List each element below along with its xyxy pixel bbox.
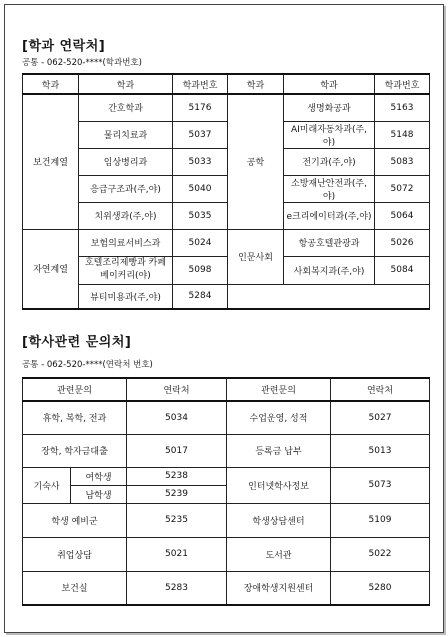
group-humanities: 인문사회	[228, 229, 284, 284]
header-cell: 관련문의	[23, 378, 127, 401]
contact-number: 5022	[331, 537, 430, 571]
table-row	[23, 94, 430, 121]
dept-name: 간호학과	[79, 94, 173, 121]
header-cell: 연락처	[331, 378, 430, 401]
table-row	[23, 503, 430, 537]
contact-number: 5013	[331, 434, 430, 467]
dept-number: 5176	[173, 94, 228, 121]
dept-number: 5040	[173, 175, 228, 202]
table-row	[23, 148, 430, 175]
header-cell: 학과	[79, 74, 173, 94]
section1-subtitle: 공통 - 062-520-****(학과번호)	[22, 58, 142, 68]
dept-name: 임상병리과	[79, 148, 173, 175]
dorm-label: 기숙사	[23, 467, 71, 503]
dept-name: 물리치료과	[79, 121, 173, 148]
group-nature: 자연계열	[23, 229, 79, 309]
dept-number: 5084	[375, 256, 430, 284]
dorm-male-label: 남학생	[71, 485, 127, 503]
dept-number: 5064	[375, 202, 430, 229]
contact-number: 5239	[127, 485, 227, 503]
inquiry-topic: 취업상담	[23, 537, 127, 571]
table-header-row	[23, 74, 430, 94]
academic-inquiry-table	[22, 377, 430, 606]
inquiry-topic: 도서관	[227, 537, 331, 571]
table-row	[23, 401, 430, 434]
dept-name: AI미래자동차과(주,야)	[284, 121, 375, 148]
dept-name: 응급구조과(주,야)	[79, 175, 173, 202]
inquiry-topic: 장학, 학자금대출	[23, 434, 127, 467]
header-cell: 관련문의	[227, 378, 331, 401]
header-cell: 학과	[23, 74, 79, 94]
dept-number: 5024	[173, 229, 228, 256]
contact-number: 5238	[127, 467, 227, 485]
contact-number: 5034	[127, 401, 227, 434]
dept-name: e크리에이터과(주,야)	[284, 202, 375, 229]
dept-name: 호텔조리제빵과 카페베이커리(야)	[79, 256, 173, 284]
inquiry-topic: 수업운영, 성적	[227, 401, 331, 434]
header-cell: 학과	[228, 74, 284, 94]
dept-number: 5083	[375, 148, 430, 175]
section2-subtitle: 공통 - 062-520-****(연락처 번호)	[22, 360, 153, 370]
table-row	[23, 284, 430, 309]
inquiry-topic: 학생상담센터	[227, 503, 331, 537]
header-cell: 학과	[284, 74, 375, 94]
dept-number: 5026	[375, 229, 430, 256]
inquiry-topic: 장애학생지원센터	[227, 571, 331, 605]
inquiry-topic: 인터넷학사정보	[227, 467, 331, 503]
table-row	[23, 175, 430, 202]
table-row	[23, 256, 430, 284]
contact-number: 5027	[331, 401, 430, 434]
header-cell: 연락처	[127, 378, 227, 401]
dept-name: 소방재난안전과(주,야)	[284, 175, 375, 202]
dept-name: 사회복지과(주,야)	[284, 256, 375, 284]
dorm-female-label: 여학생	[71, 467, 127, 485]
table-row	[23, 229, 430, 256]
dept-number: 5035	[173, 202, 228, 229]
section1-title: [학과 연락처]	[22, 39, 106, 54]
table-row	[23, 121, 430, 148]
contact-number: 5109	[331, 503, 430, 537]
table-row	[23, 434, 430, 467]
dept-number: 5098	[173, 256, 228, 284]
header-cell: 학과번호	[375, 74, 430, 94]
empty-cell	[228, 284, 430, 309]
dept-name: 치위생과(주,야)	[79, 202, 173, 229]
contact-number: 5235	[127, 503, 227, 537]
contact-number: 5021	[127, 537, 227, 571]
header-cell: 학과번호	[173, 74, 228, 94]
inquiry-topic: 등록금 납부	[227, 434, 331, 467]
table-row	[23, 571, 430, 605]
dept-name: 항공호텔관광과	[284, 229, 375, 256]
inquiry-topic: 보건실	[23, 571, 127, 605]
inquiry-topic: 휴학, 복학, 전과	[23, 401, 127, 434]
table-row	[23, 467, 430, 485]
dept-number: 5072	[375, 175, 430, 202]
dept-name: 보험의료서비스과	[79, 229, 173, 256]
dept-number: 5284	[173, 284, 228, 309]
inquiry-topic: 학생 예비군	[23, 503, 127, 537]
dept-name: 뷰티미용과(주,야)	[79, 284, 173, 309]
group-engineering: 공학	[228, 94, 284, 229]
dept-number: 5163	[375, 94, 430, 121]
table-row	[23, 537, 430, 571]
department-contact-table	[22, 73, 430, 310]
contact-number: 5017	[127, 434, 227, 467]
table-header-row	[23, 378, 430, 401]
group-health: 보건계열	[23, 94, 79, 229]
dept-number: 5033	[173, 148, 228, 175]
section2-title: [학사관련 문의처]	[22, 335, 132, 350]
dept-name: 생명화공과	[284, 94, 375, 121]
dept-number: 5037	[173, 121, 228, 148]
contact-number: 5073	[331, 467, 430, 503]
table-row	[23, 202, 430, 229]
contact-number: 5280	[331, 571, 430, 605]
dept-number: 5148	[375, 121, 430, 148]
contact-number: 5283	[127, 571, 227, 605]
dept-name: 전기과(주,야)	[284, 148, 375, 175]
